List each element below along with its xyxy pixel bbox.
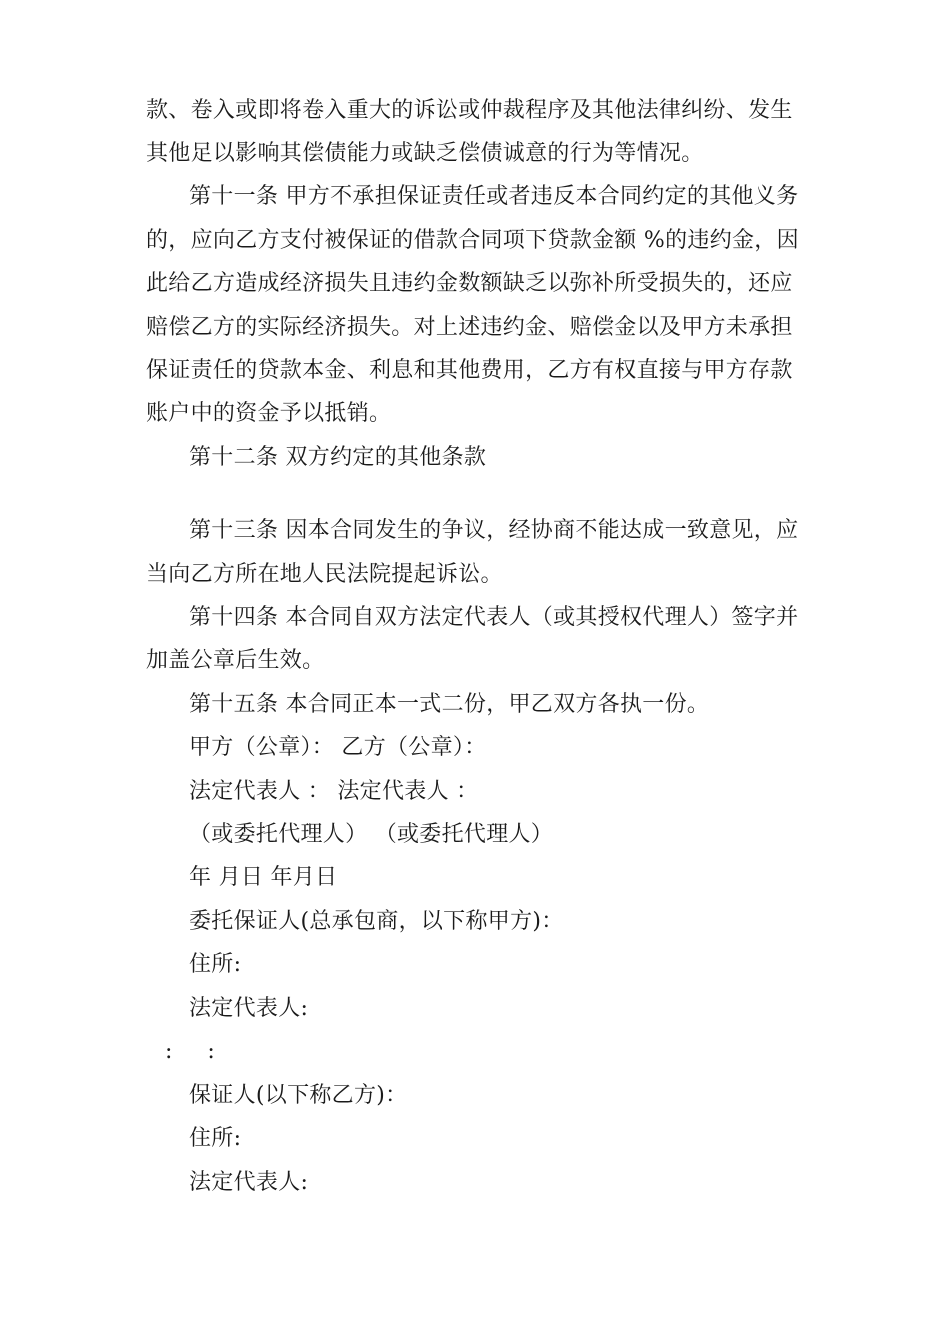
article-14-heading: 第十四条 本合同自双方法定代表人（或其授权代理人）签字并	[189, 605, 799, 630]
article-12-heading: 第十二条 双方约定的其他条款	[189, 445, 487, 470]
paragraph-line: 款、卷入或即将卷入重大的诉讼或仲裁程序及其他法律纠纷、发生	[146, 98, 793, 123]
date-line: 年 月日 年月日	[189, 865, 338, 890]
paragraph-line: 其他足以影响其偿债能力或缺乏偿债诚意的行为等情况。	[146, 141, 704, 166]
paragraph-line: 的，应向乙方支付被保证的借款合同项下贷款金额 %的违约金，因	[146, 228, 799, 253]
paragraph-line: 当向乙方所在地人民法院提起诉讼。	[146, 562, 503, 587]
legal-rep-line: 法定代表人 ： 法定代表人 ：	[189, 779, 479, 804]
guarantee-principal-line: 委托保证人(总承包商，以下称甲方)：	[189, 909, 564, 934]
party-seal-line: 甲方（公章）： 乙方（公章）：	[189, 735, 487, 760]
article-15-heading: 第十五条 本合同正本一式二份，甲乙双方各执一份。	[189, 692, 710, 717]
article-13-heading: 第十三条 因本合同发生的争议，经协商不能达成一致意见，应	[189, 518, 799, 543]
guarantor-line: 保证人(以下称乙方)：	[189, 1083, 408, 1108]
paragraph-line: 账户中的资金予以抵销。	[146, 401, 392, 426]
paragraph-line: 赔偿乙方的实际经济损失。对上述违约金、赔偿金以及甲方未承担	[146, 315, 793, 340]
paragraph-line: 保证责任的贷款本金、利息和其他费用，乙方有权直接与甲方存款	[146, 358, 793, 383]
legal-rep-line: 法定代表人:	[189, 1170, 309, 1195]
article-11-heading: 第十一条 甲方不承担保证责任或者违反本合同约定的其他义务	[189, 184, 799, 209]
address-line: 住所:	[189, 952, 242, 977]
address-line: 住所:	[189, 1126, 242, 1151]
paragraph-line: 此给乙方造成经济损失且违约金数额缺乏以弥补所受损失的，还应	[146, 271, 793, 296]
blank-field-colons: : :	[165, 1039, 215, 1064]
legal-rep-line: 法定代表人:	[189, 996, 309, 1021]
agent-line: （或委托代理人） （或委托代理人）	[189, 822, 554, 847]
paragraph-line: 加盖公章后生效。	[146, 648, 325, 673]
